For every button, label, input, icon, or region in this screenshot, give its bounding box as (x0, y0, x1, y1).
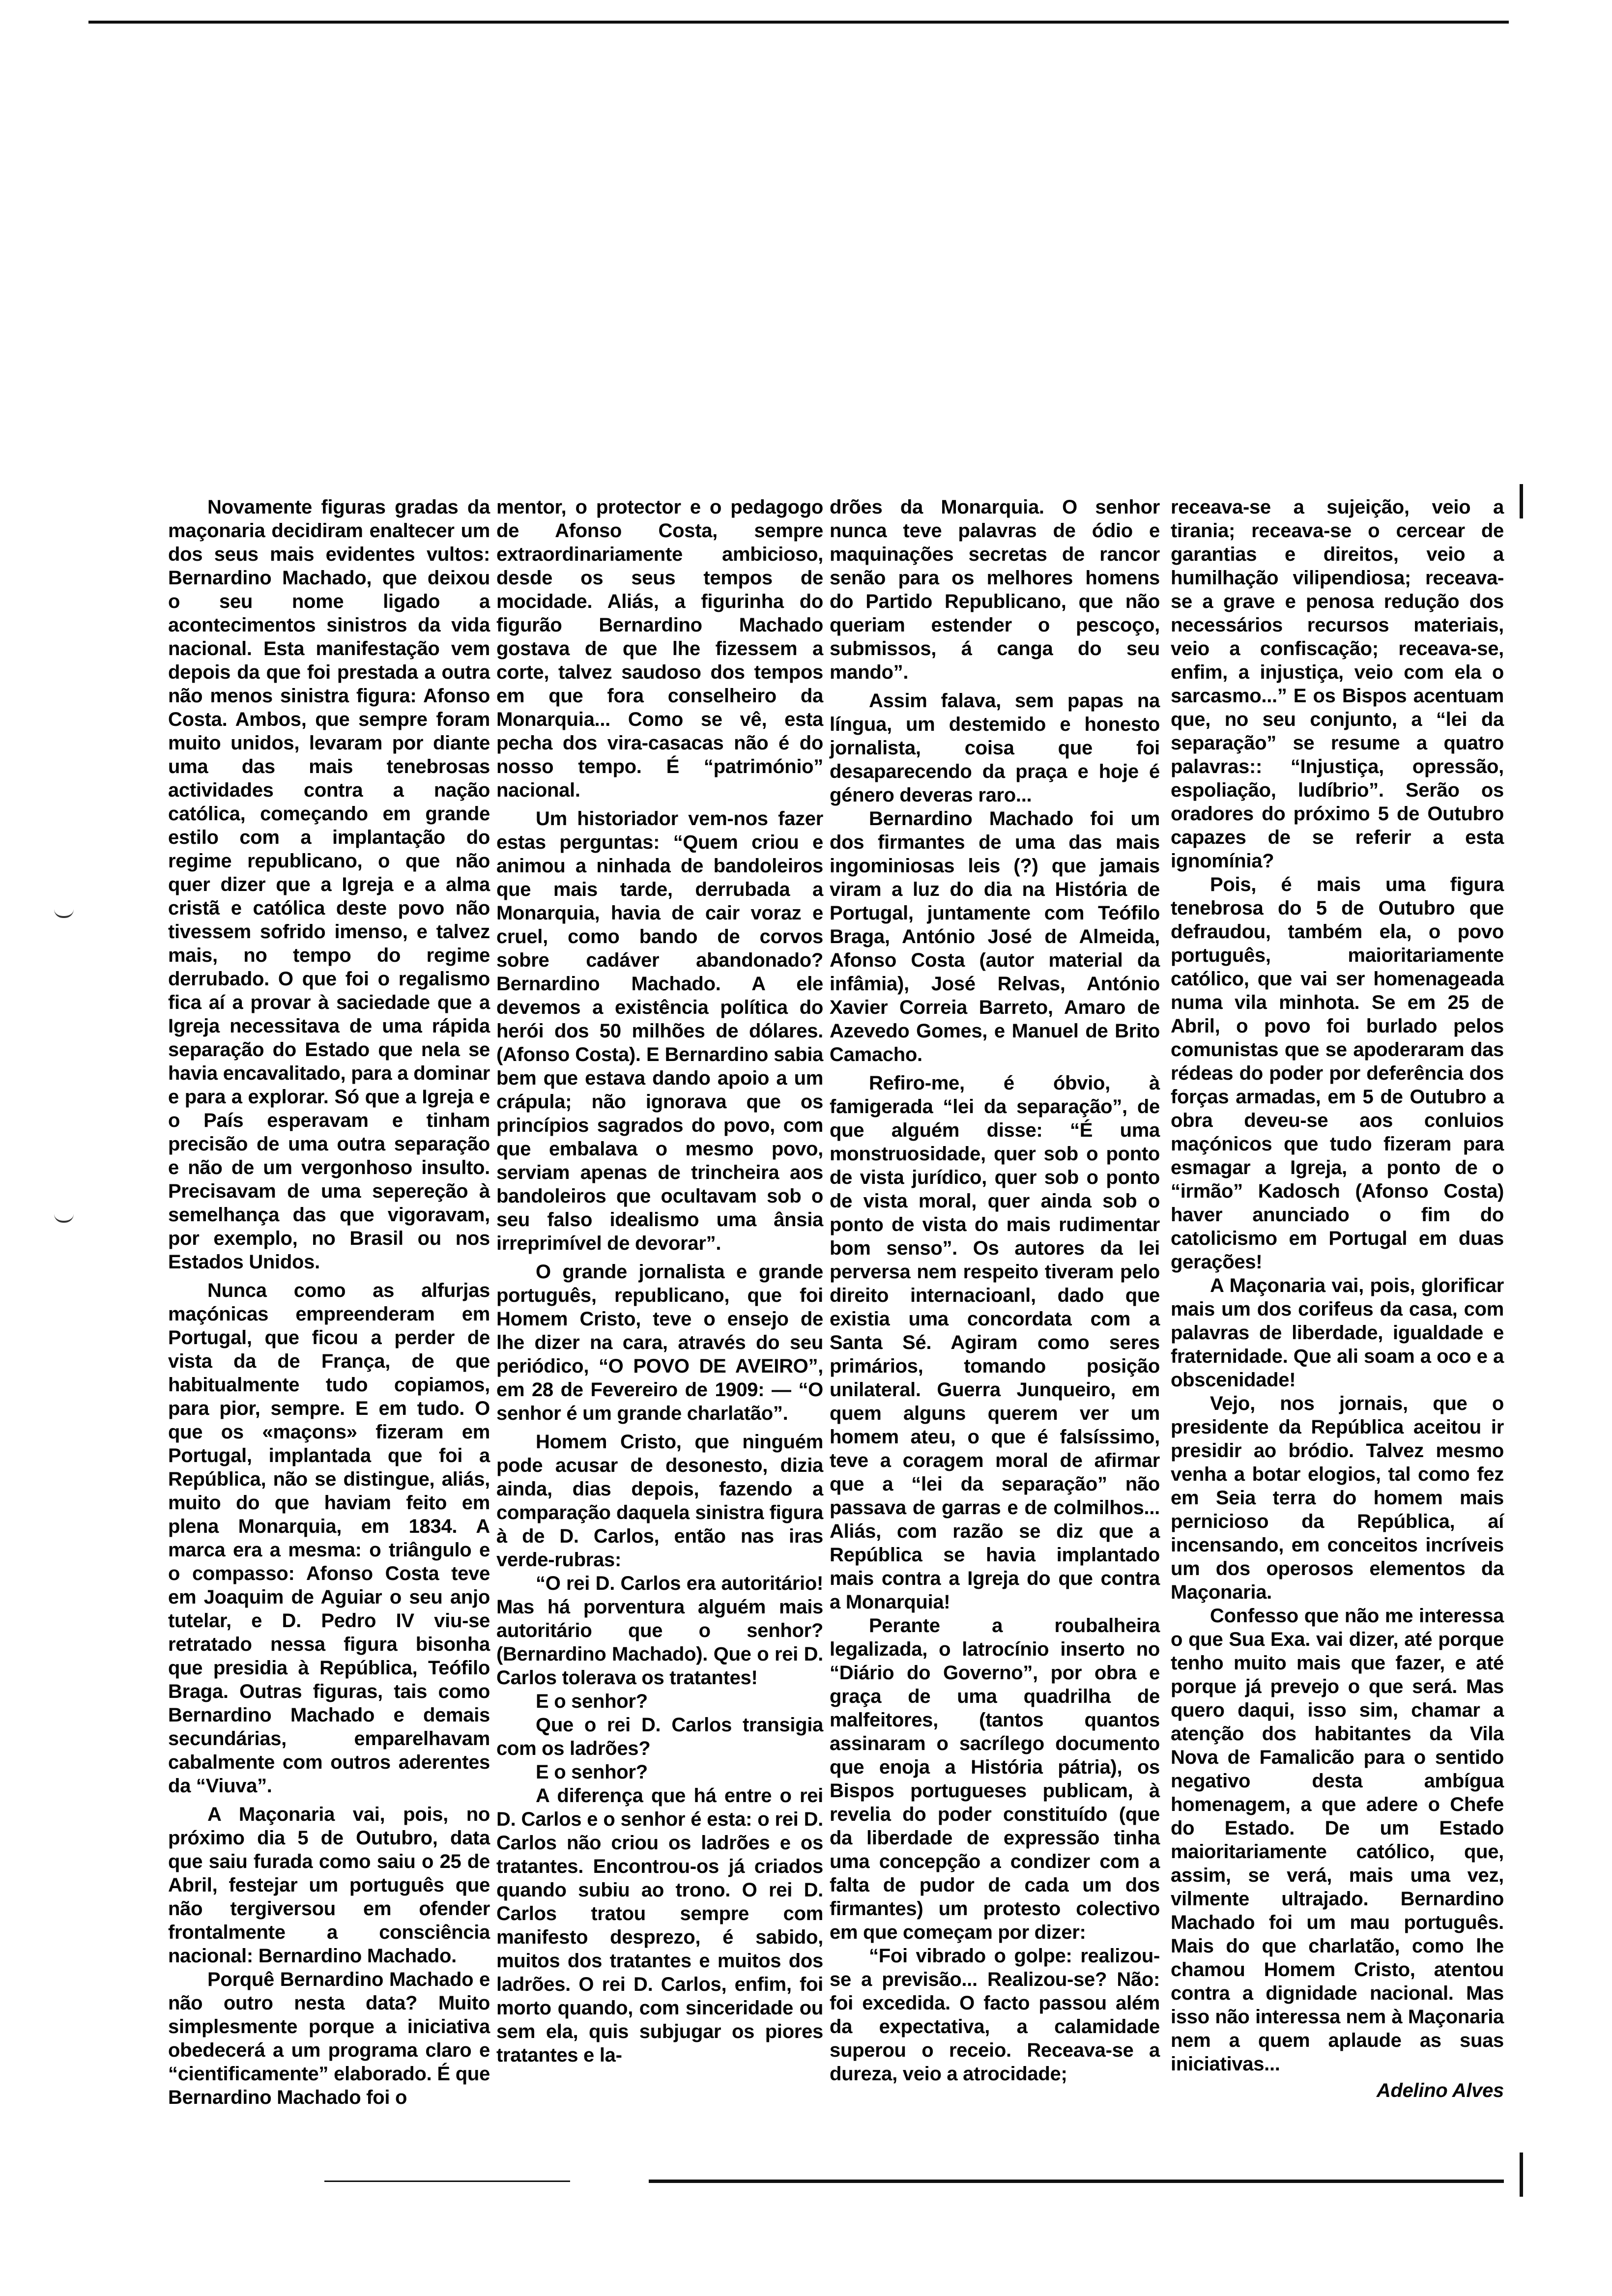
paragraph: A Maçonaria vai, pois, glorificar mais um dos corifeus da casa, com palavras de liberdade, igualdade e fraternidade. Que ali soam a oco e a obscenidade! (1171, 1275, 1504, 1391)
margin-mark (54, 909, 74, 918)
article-column-2 (496, 495, 823, 2067)
paragraph: receava-se a sujeição, veio a tirania; receava-se o cercear de garantias e direitos, veio a humilhação vilipendiosa; receava-se a grave e penosa redução dos necessários recursos materiais, veio a confiscação; receava-se, enfim, a injustiça, veio com ela o sarcasmo...” E os Bispos acentuam que, no seu conjunto, a “lei da separação” se resume a quatro palavras:: “Injustiça, opressão, espoliação, ludíbrio”. Serão os oradores do próximo 5 de Outubro capazes de se referir a esta ignomínia? (1171, 496, 1504, 872)
paragraph: drões da Monarquia. O senhor nunca teve palavras de ódio e maquinações secretas de rancor senão para os melhores homens do Partido Republicano, que não queriam estender o pescoço, submissos, á canga do seu mando”. (830, 496, 1160, 683)
paragraph: Novamente figuras gradas da maçonaria decidiram enaltecer um dos seus mais evidentes vultos: Bernardino Machado, que deixou o seu nome ligado a acontecimentos sinistros da vida nacional. Esta manifestação vem depois da que foi prestada a outra não menos sinistra figura: Afonso Costa. Ambos, que sempre foram muito unidos, levaram por diante uma das mais tenebrosas actividades contra a nação católica, começando em grande estilo com a implantação do regime republicano, o que não quer dizer que a Igreja e a alma cristã e católica deste povo não tivessem sofrido imenso, e talvez mais, no tempo do regime derrubado. O que foi o regalismo fica aí a provar à saciedade que a Igreja necessitava de uma rápida separação do Estado que nela se havia encavalitado, para a dominar e para a explorar. Só que a Igreja e o País esperavam e tinham precisão de uma outra separação e não de um vergonhoso insulto. Precisavam de uma sepereção à semelhança das que vigoravam, por exemplo, no Brasil ou nos Estados Unidos. (168, 496, 490, 1273)
quote-paragraph: A diferença que há entre o rei D. Carlos e o senhor é esta: o rei D. Carlos não criou os ladrões e os tratantes. Encontrou-os já criados quando subiu ao trono. O rei D. Carlos tratou sempre com manifesto desprezo, é sabido, muitos dos tratantes e muitos dos ladrões. O rei D. Carlos, enfim, foi morto quando, com sinceridade ou sem ela, quis subjugar os piores tratantes e la- (496, 1785, 823, 2066)
quote-paragraph: “Foi vibrado o golpe: realizou-se a previsão... Realizou-se? Não: foi excedida. O facto passou além da expectativa, a calamidade superou o receio. Receava-se a dureza, veio a atrocidade; (830, 1945, 1160, 2085)
paragraph: Bernardino Machado foi um dos firmantes de uma das mais ingominiosas leis (?) que jamais viram a luz do dia na História de Portugal, juntamente com Teófilo Braga, António José de Almeida, Afonso Costa (autor material da infâmia), José Relvas, António Xavier Correia Barreto, Amaro de Azevedo Gomes, e Manuel de Brito Camacho. (830, 808, 1160, 1065)
paragraph: Um historiador vem-nos fazer estas perguntas: “Quem criou e animou a ninhada de bandoleiros que mais tarde, derrubada a Monarquia, havia de cair voraz e cruel, como bando de corvos sobre cadáver abandonado? Bernardino Machado. A ele devemos a existência política do herói dos 50 milhões de dólares. (Afonso Costa). E Bernardino sabia bem que estava dando apoio a um crápula; não ignorava que os princípios sagrados do povo, com que embalava o mesmo povo, serviam apenas de trincheira aos bandoleiros que ocultavam sob o seu falso idealismo uma ânsia irreprimível de devorar”. (496, 808, 823, 1254)
paragraph: Pois, é mais uma figura tenebrosa do 5 de Outubro que defraudou, também ela, o povo português, maioritariamente católico, que vai ser homenageada numa vila minhota. Se em 25 de Abril, o povo foi burlado pelos comunistas que se apoderaram das rédeas do poder por deferência dos forças armadas, em 5 de Outubro a obra deveu-se aos conluios maçónicos que tudo fizeram para esmagar a Igreja, a ponto de o “irmão” Kadosch (Afonso Costa) haver anunciado o fim do catolicismo em Portugal em duas gerações! (1171, 874, 1504, 1273)
author-signature: Adelino Alves (1376, 2080, 1504, 2101)
right-margin-bar-top (1520, 484, 1523, 518)
paragraph: Vejo, nos jornais, que o presidente da República aceitou ir presidir ao bródio. Talvez mesmo venha a botar elogios, tal como fez em Seia terra do homem mais pernicioso da República, aí incensando, em conceitos incríveis um dos operosos elementos da Maçonaria. (1171, 1393, 1504, 1603)
paragraph: Homem Cristo, que ninguém pode acusar de desonesto, dizia ainda, dias depois, fazendo a comparação daquela sinistra figura à de D. Carlos, então nas iras verde-rubras: (496, 1431, 823, 1571)
paragraph: Nunca como as alfurjas maçónicas empreenderam em Portugal, que ficou a perder de vista da de França, de que habitualmente tudo copiamos, para pior, sempre. E em tudo. O que os «maçons» fizeram em Portugal, implantada que foi a República, não se distingue, aliás, muito do que haviam feito em plena Monarquia, em 1834. A marca era a mesma: o triângulo e o compasso: Afonso Costa teve em Joaquim de Aguiar o seu anjo tutelar, e D. Pedro IV viu-se retratado nessa figura bisonha que presidia à República, Teófilo Braga. Outras figuras, tais como Bernardino Machado e demais secundárias, emparelhavam cabalmente com outros aderentes da “Viuva”. (168, 1280, 490, 1797)
quote-paragraph: “O rei D. Carlos era autoritário! Mas há porventura alguém mais autoritário que o senhor? (Bernardino Machado). Que o rei D. Carlos tolerava os tratantes! (496, 1573, 823, 1689)
top-rule (88, 21, 1509, 24)
quote-paragraph: E o senhor? (536, 1761, 648, 1783)
bottom-rule (649, 2180, 1504, 2183)
paragraph: Perante a roubalheira legalizada, o latrocínio inserto no “Diário do Governo”, por obra e graça de uma quadrilha de malfeitores, (tantos quantos assinaram o sacrílego documento que enoja a História pátria), os Bispos portugueses publicam, à revelia do poder constituído (que da liberdade de expressão tinha uma concepção a condizer com a falta de pudor de cada um dos firmantes) um protesto colectivo em que começam por dizer: (830, 1615, 1160, 1943)
paragraph: A Maçonaria vai, pois, no próximo dia 5 de Outubro, data que saiu furada como saiu o 25 de Abril, festejar um português que não tergiversou em ofender frontalmente a consciência nacional: Bernardino Machado. (168, 1804, 490, 1967)
article-column-1 (168, 495, 490, 2109)
paragraph: Confesso que não me interessa o que Sua Exa. vai dizer, até porque tenho muito mais que fazer, e até porque já prevejo o que será. Mas quero daqui, isso sim, chamar a atenção dos habitantes da Vila Nova de Famalicão para o sentido negativo desta ambígua homenagem, a que adere o Chefe do Estado. De um Estado maioritariamente católico, que, assim, se verá, mais uma vez, vilmente ultrajado. Bernardino Machado foi um mau português. Mais do que charlatão, como lhe chamou Homem Cristo, atentou contra a dignidade nacional. Mas isso não interessa nem à Maçonaria nem a quem aplaude as suas iniciativas... (1171, 1605, 1504, 2075)
quote-paragraph: Que o rei D. Carlos transigia com os ladrões? (496, 1714, 823, 1759)
paragraph: Porquê Bernardino Machado e não outro nesta data? Muito simplesmente porque a iniciativa obedecerá a um programa claro e “cientificamente” elaborado. É que Bernardino Machado foi o (168, 1969, 490, 2108)
margin-mark (54, 1214, 74, 1223)
article-column-3 (830, 495, 1160, 2086)
bottom-rule-segment (324, 2181, 570, 2182)
right-margin-bar-bottom (1520, 2152, 1523, 2197)
paragraph: Assim falava, sem papas na língua, um destemido e honesto jornalista, coisa que foi desaparecendo da praça e hoje é género deveras raro... (830, 690, 1160, 806)
quote-paragraph: E o senhor? (536, 1691, 648, 1712)
paragraph: mentor, o protector e o pedagogo de Afonso Costa, sempre extraordinariamente ambicioso, desde os seus tempos de mocidade. Aliás, a figurinha do figurão Bernardino Machado gostava de que lhe fizessem a corte, talvez saudoso dos tempos em que fora conselheiro da Monarquia... Como se vê, esta pecha dos vira-casacas não é do nosso tempo. É “património” nacional. (496, 496, 823, 801)
paragraph: O grande jornalista e grande português, republicano, que foi Homem Cristo, teve o ensejo de lhe dizer na cara, através do seu periódico, “O POVO DE AVEIRO”, em 28 de Fevereiro de 1909: — “O senhor é um grande charlatão”. (496, 1261, 823, 1424)
paragraph: Refiro-me, é óbvio, à famigerada “lei da separação”, de que alguém disse: “É uma monstruosidade, quer sob o ponto de vista jurídico, quer sob o ponto de vista moral, quer ainda sob o ponto de vista do mais rudimentar bom senso”. Os autores da lei perversa nem respeito tiveram pelo direito internacioanl, dado que existia uma concordata com a Santa Sé. Agiram como seres primários, tomando posição unilateral. Guerra Junqueiro, em quem alguns querem ver um homem ateu, o que é falsíssimo, teve a coragem moral de afirmar que a “lei da separação” não passava de garras e de colmilhos... Aliás, com razão se diz que a República se havia implantado mais contra a Igreja do que contra a Monarquia! (830, 1072, 1160, 1613)
article-column-4 (1171, 495, 1504, 2102)
